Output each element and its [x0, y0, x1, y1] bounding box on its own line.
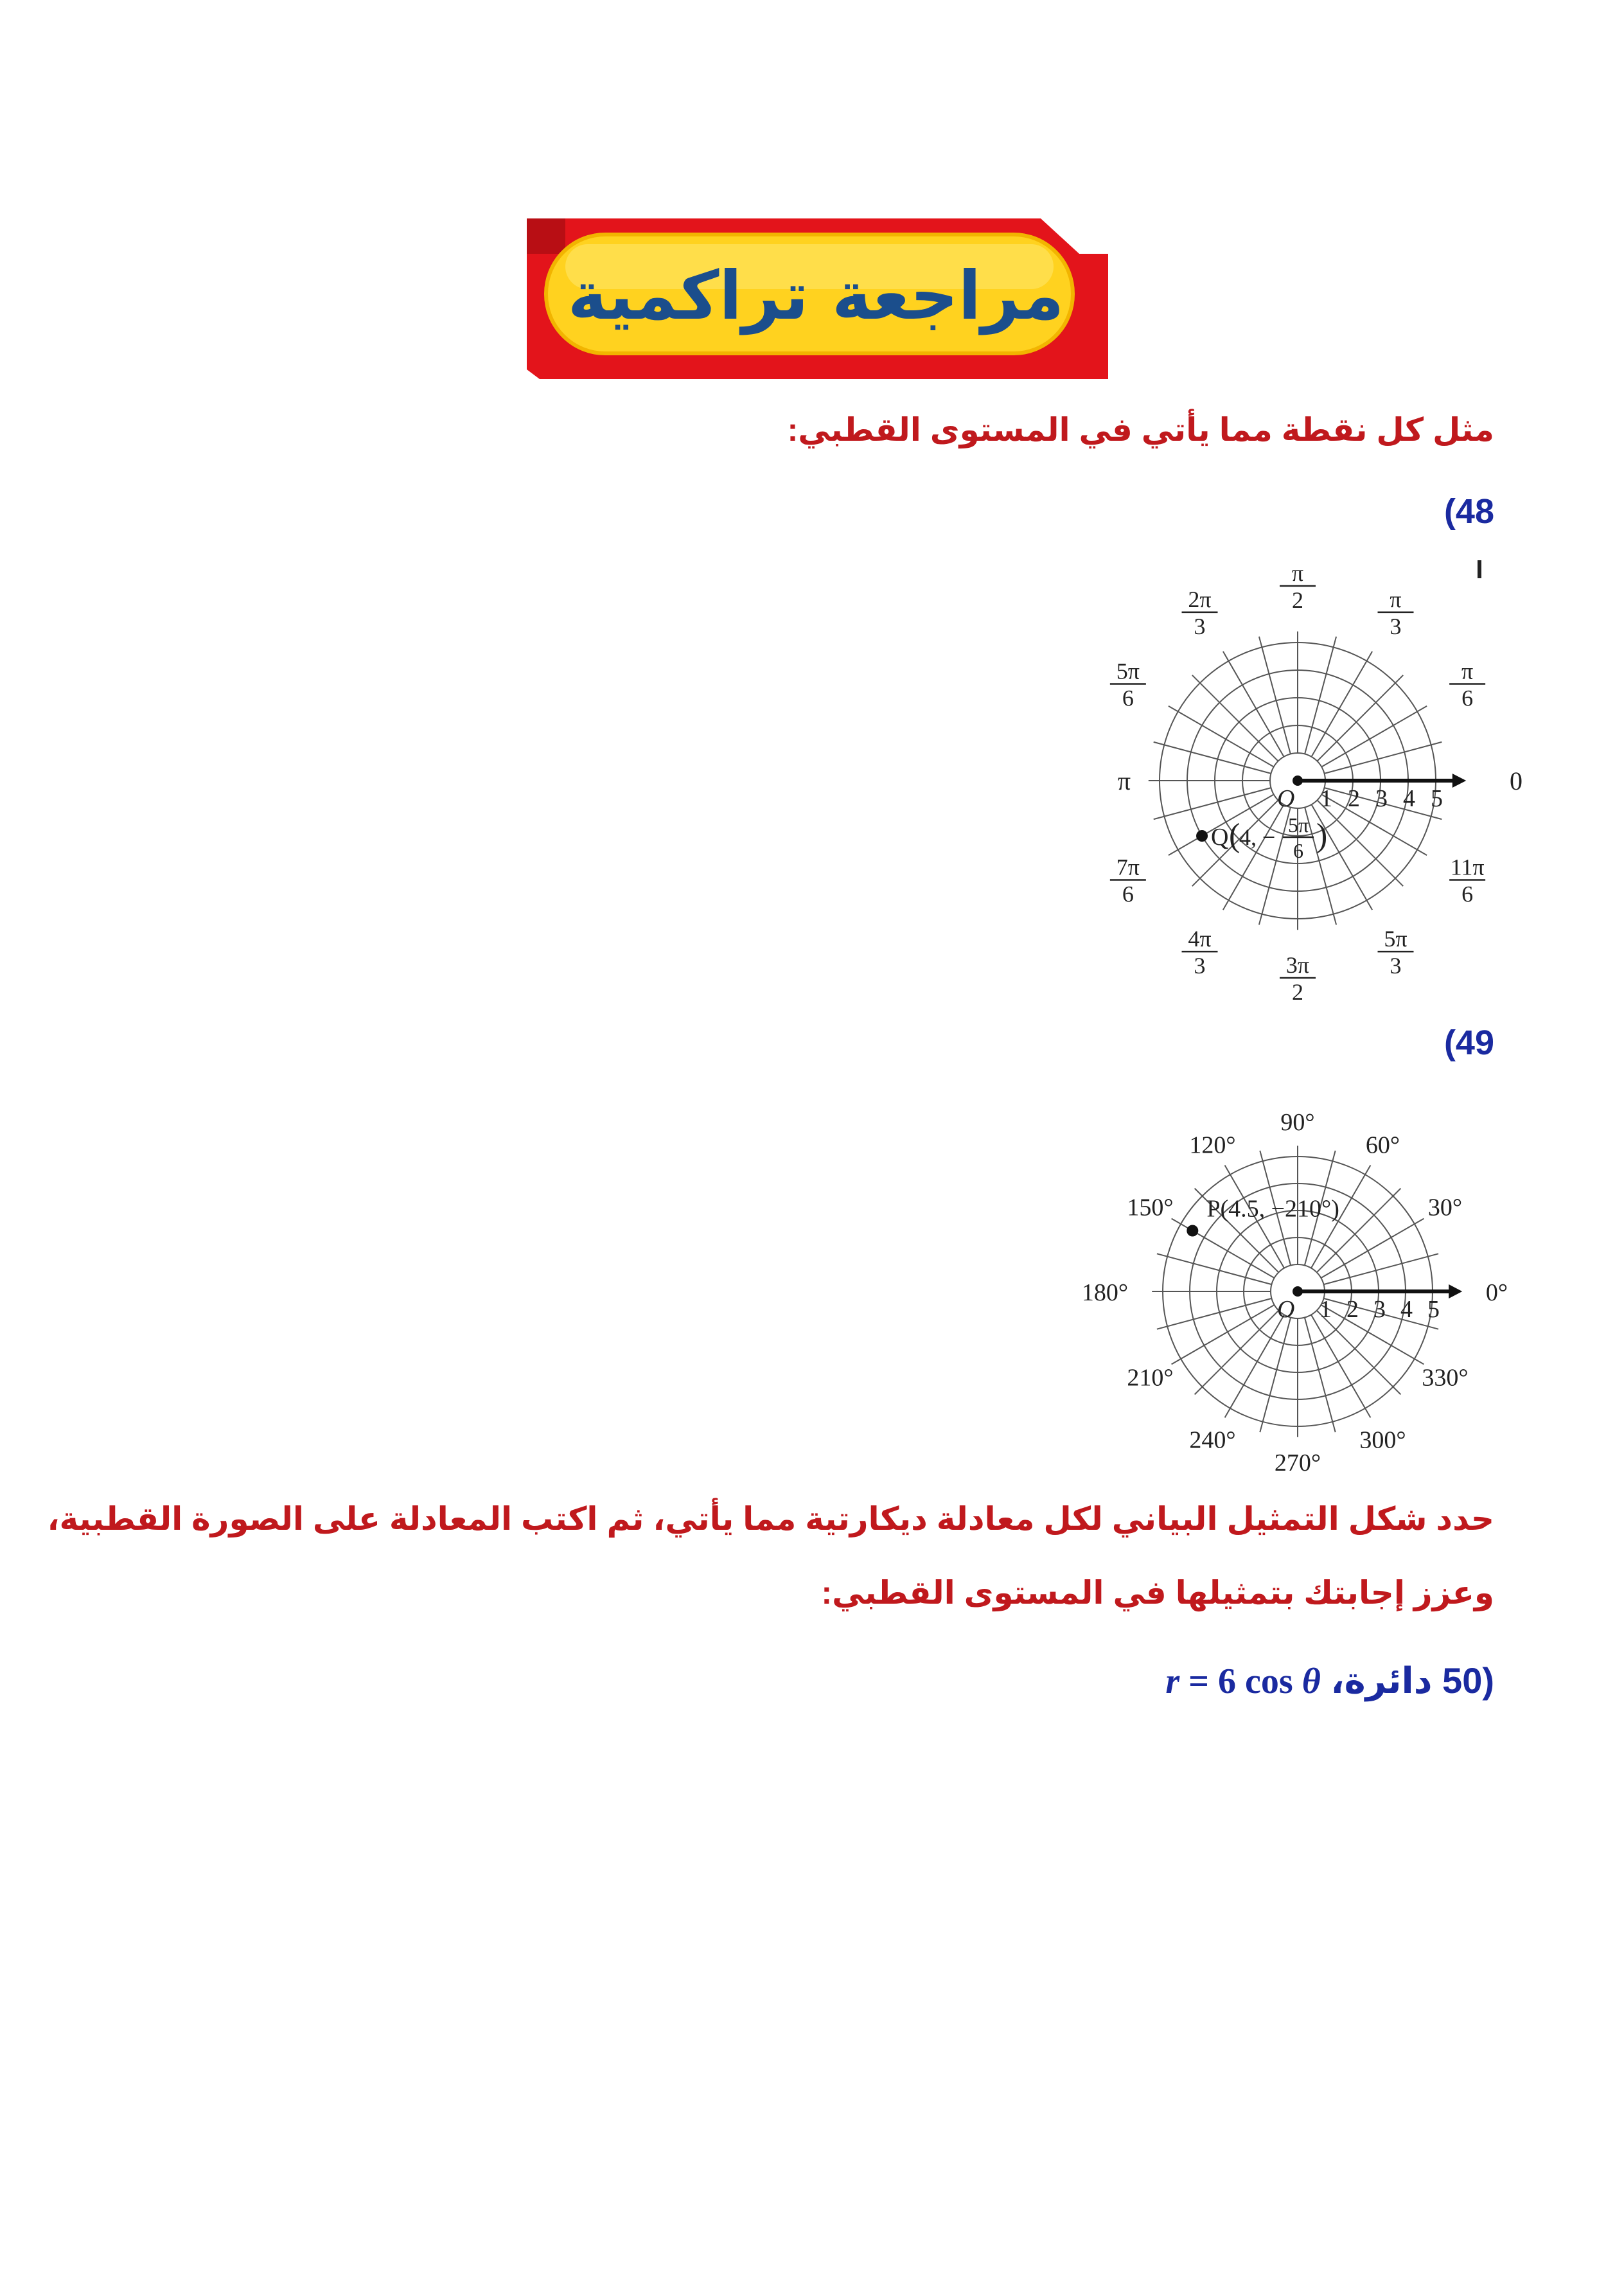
- grid-spoke: [1321, 1219, 1424, 1278]
- angle-label: [1182, 587, 1218, 639]
- polar-equation: [1165, 1661, 1320, 1701]
- grid-spoke: [1317, 675, 1403, 761]
- radius-label: 5: [1427, 1296, 1440, 1323]
- angle-label: 150°: [1127, 1194, 1174, 1221]
- angle-label: 30°: [1427, 1194, 1463, 1221]
- point-q-marker: [1196, 830, 1208, 842]
- grid-spoke: [1169, 706, 1274, 767]
- origin-dot: [1293, 775, 1303, 786]
- angle-label: 210°: [1127, 1364, 1174, 1392]
- angle-label: 180°: [1081, 1279, 1129, 1306]
- angle-numerator: π: [1291, 560, 1304, 586]
- paren-left: (: [1229, 817, 1240, 854]
- question-48-number: (48: [1443, 492, 1494, 531]
- radius-label: 4: [1403, 785, 1415, 812]
- radius-label: 4: [1400, 1296, 1413, 1323]
- angle-label: 60°: [1365, 1131, 1400, 1159]
- point-q-den: 6: [1293, 839, 1304, 862]
- origin-dot: [1293, 1286, 1303, 1297]
- angle-label: [1378, 587, 1414, 639]
- origin-label: O: [1277, 1296, 1295, 1323]
- radius-label: 3: [1373, 1296, 1386, 1323]
- instruction-heading: مثل كل نقطة مما يأتي في المستوى القطبي:: [787, 412, 1494, 448]
- grid-spoke: [1321, 706, 1427, 767]
- angle-numerator: π: [1461, 658, 1474, 684]
- angle-label: 300°: [1359, 1426, 1406, 1454]
- radius-labels: [1277, 1296, 1440, 1323]
- grid-spoke: [1311, 1315, 1370, 1417]
- polar-plot-49: [1081, 1089, 1508, 1487]
- point-q-label: [1211, 813, 1327, 862]
- angle-numerator: 5π: [1384, 926, 1408, 952]
- angle-label: π: [1117, 766, 1131, 795]
- angle-denominator: 3: [1390, 613, 1402, 639]
- angle-denominator: 6: [1122, 685, 1134, 711]
- angle-denominator: 6: [1461, 881, 1474, 907]
- angle-denominator: 3: [1194, 613, 1206, 639]
- paren-right: ): [1316, 817, 1328, 854]
- angle-denominator: 3: [1390, 953, 1402, 979]
- grid-spoke: [1172, 1219, 1275, 1278]
- question-49-number: (49: [1443, 1023, 1494, 1062]
- axis-arrow-icon: [1452, 774, 1467, 788]
- radius-label: 2: [1348, 785, 1360, 812]
- polar-plot-48: [1086, 559, 1522, 1005]
- radius-label: 1: [1320, 785, 1332, 812]
- angle-label: [1449, 659, 1485, 711]
- grid-spoke: [1172, 1305, 1275, 1364]
- angle-numerator: 11π: [1450, 854, 1485, 880]
- point-p-label: P(4.5, −210°): [1206, 1195, 1339, 1223]
- point-q-r: 4, −: [1239, 824, 1276, 850]
- radius-label: 2: [1346, 1296, 1359, 1323]
- angle-denominator: 2: [1292, 979, 1303, 1005]
- angle-denominator: 6: [1122, 881, 1134, 907]
- axis-arrow-icon: [1449, 1284, 1462, 1298]
- angle-numerator: 5π: [1116, 658, 1140, 684]
- grid-spoke: [1317, 800, 1403, 886]
- point-q-name: Q: [1211, 824, 1229, 851]
- angle-numerator: π: [1390, 586, 1402, 612]
- angle-label: 90°: [1280, 1109, 1315, 1136]
- grid-spoke: [1192, 675, 1278, 761]
- angle-numerator: 3π: [1285, 952, 1310, 978]
- banner-title: مراجعة تراكمية: [567, 256, 1064, 335]
- grid-spoke: [1225, 1315, 1284, 1417]
- radius-label: 1: [1320, 1296, 1332, 1323]
- angle-label: 240°: [1189, 1426, 1236, 1454]
- equation-lhs: r: [1165, 1661, 1180, 1701]
- angle-numerator: 4π: [1188, 926, 1212, 952]
- angle-denominator: 6: [1461, 685, 1474, 711]
- point-q-num: 5π: [1287, 813, 1309, 837]
- angle-numerator: 2π: [1188, 586, 1212, 612]
- instruction-line-2: وعزز إجابتك بتمثيلها في المستوى القطبي:: [821, 1575, 1494, 1611]
- grid-spoke: [1317, 1311, 1401, 1395]
- grid-spoke: [1195, 1311, 1279, 1395]
- angle-label: [1110, 659, 1146, 711]
- radius-label: 5: [1431, 785, 1443, 812]
- equation-variable: θ: [1302, 1661, 1321, 1701]
- angle-label: [1110, 855, 1146, 907]
- angle-label: [1280, 560, 1316, 613]
- question-50: [1165, 1660, 1494, 1702]
- question-50-number: (50: [1442, 1660, 1494, 1701]
- angle-label: 120°: [1189, 1131, 1236, 1159]
- grid-spoke: [1223, 651, 1284, 757]
- angle-label: [1182, 926, 1218, 979]
- angle-label: [1449, 855, 1485, 907]
- equation-equals: = 6: [1179, 1661, 1246, 1701]
- angle-label: 0: [1510, 766, 1522, 795]
- instruction-line-1: حدد شكل التمثيل البياني لكل معادلة ديكارتية مما يأتي، ثم اكتب المعادلة على الصورة القطبية،: [47, 1501, 1494, 1537]
- angle-label: 330°: [1422, 1364, 1469, 1392]
- grid-spoke: [1312, 651, 1373, 757]
- angle-denominator: 2: [1292, 587, 1303, 613]
- equation-function: cos: [1245, 1661, 1293, 1701]
- point-p-marker: [1187, 1225, 1198, 1237]
- origin-label: O: [1277, 785, 1295, 812]
- angle-label: [1280, 952, 1316, 1005]
- angle-label: 270°: [1274, 1449, 1321, 1476]
- question-50-answer-text: دائرة،: [1330, 1660, 1433, 1701]
- angle-label: [1378, 926, 1414, 979]
- angle-label: 0°: [1485, 1279, 1508, 1306]
- angle-numerator: 7π: [1116, 854, 1140, 880]
- angle-denominator: 3: [1194, 953, 1206, 979]
- radius-label: 3: [1375, 785, 1388, 812]
